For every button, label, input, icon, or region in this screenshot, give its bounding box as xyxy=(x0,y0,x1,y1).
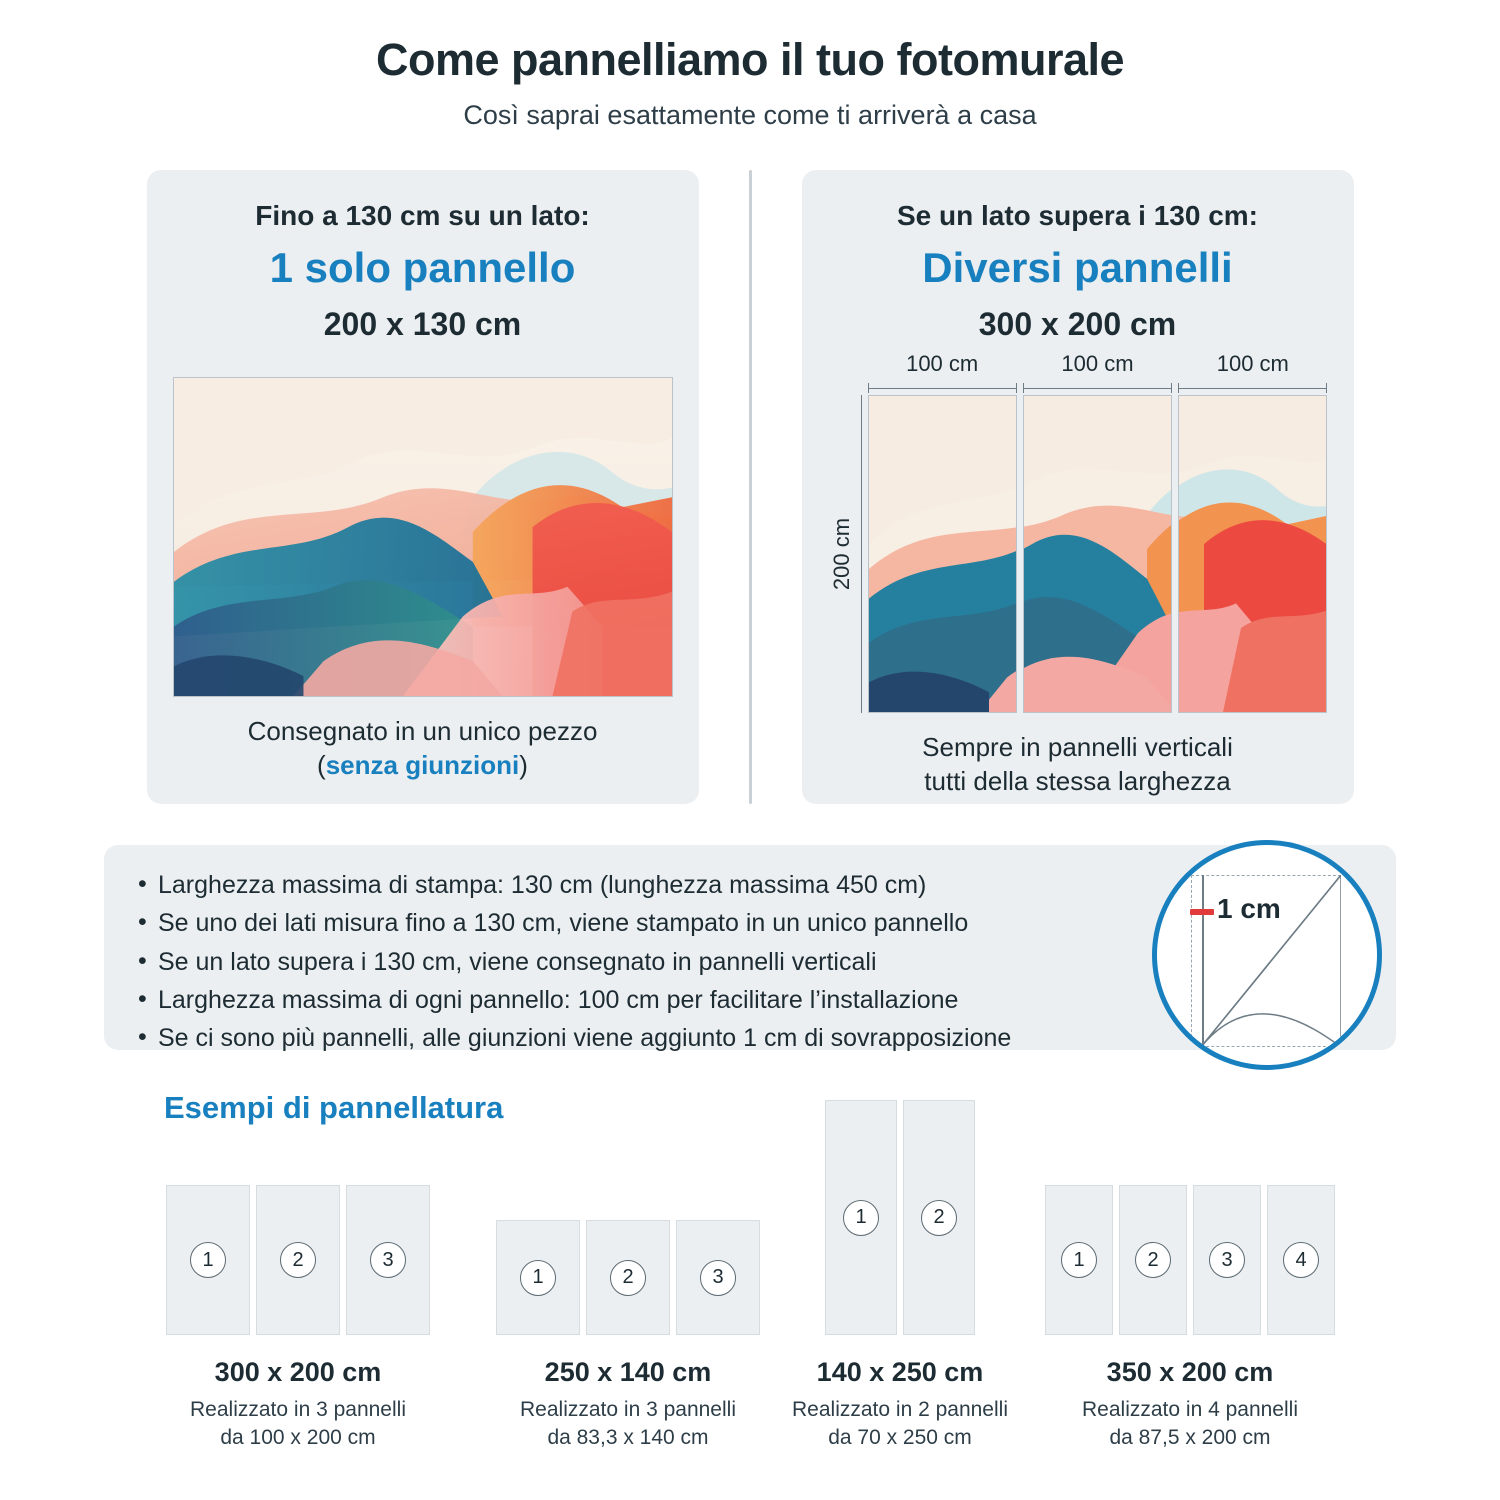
panel-number: 3 xyxy=(1209,1242,1245,1278)
card-single-caption xyxy=(173,715,673,783)
panel-number: 1 xyxy=(190,1242,226,1278)
card-multi-caption-line1: Sempre in pannelli verticali xyxy=(922,732,1233,762)
list-item: • Larghezza massima di ogni pannello: 100 cm per facilitare l’installazione xyxy=(134,984,1366,1017)
page-title: Come pannelliamo il tuo fotomurale xyxy=(375,34,1125,85)
vertical-divider xyxy=(749,170,752,804)
panel-width-text-1: 100 cm xyxy=(906,351,979,376)
card-multi-headline: Diversi pannelli xyxy=(922,244,1233,291)
example-1-note xyxy=(164,1396,432,1453)
artwork-multi-panel-group xyxy=(828,351,1328,713)
example-4-dimensions: 350 x 200 cm xyxy=(1106,1357,1274,1387)
overlap-edge-line xyxy=(1202,875,1204,1047)
panel-strip-2 xyxy=(1023,395,1172,713)
panel-number: 1 xyxy=(1061,1242,1097,1278)
list-item: • Se ci sono più pannelli, alle giunzioni viene aggiunto 1 cm di sovrapposizione xyxy=(134,1022,1366,1055)
panel-box xyxy=(496,1220,580,1335)
card-multi-caption xyxy=(828,731,1328,799)
panel-number: 2 xyxy=(280,1242,316,1278)
panel-strips xyxy=(868,395,1328,713)
example-1-note-line1: Realizzato in 3 pannelli xyxy=(190,1398,406,1421)
example-1-panels xyxy=(164,1185,432,1335)
card-multi-dimensions: 300 x 200 cm xyxy=(978,306,1177,342)
comparison-row xyxy=(0,170,1500,810)
example-4-panels xyxy=(1040,1185,1340,1335)
example-2-note-line1: Realizzato in 3 pannelli xyxy=(520,1398,736,1421)
list-item: • Se uno dei lati misura fino a 130 cm, viene stampato in un unico pannello xyxy=(134,907,1366,940)
panel-strip-3 xyxy=(1178,395,1327,713)
example-4 xyxy=(1040,1185,1340,1453)
panel-box xyxy=(676,1220,760,1335)
example-2-note-line2: da 83,3 x 140 cm xyxy=(547,1426,709,1450)
example-1-note-line2: da 100 x 200 cm xyxy=(220,1426,376,1450)
panel-number: 3 xyxy=(370,1242,406,1278)
example-3-note-line1: Realizzato in 2 pannelli xyxy=(792,1398,1008,1421)
page-header xyxy=(0,0,1500,131)
example-2-note xyxy=(494,1396,762,1453)
panel-box xyxy=(1119,1185,1187,1335)
card-single-dimensions: 200 x 130 cm xyxy=(323,306,522,342)
example-4-note-line1: Realizzato in 4 pannelli xyxy=(1082,1398,1298,1421)
panel-box xyxy=(166,1185,250,1335)
panel-box xyxy=(1045,1185,1113,1335)
example-2 xyxy=(494,1220,762,1453)
example-1 xyxy=(164,1185,432,1453)
panel-height-text: 200 cm xyxy=(828,517,854,591)
overlap-detail-badge xyxy=(1152,840,1382,1070)
card-single-caption-highlight: senza giunzioni xyxy=(325,749,520,780)
card-multi-panel xyxy=(802,170,1354,804)
example-3 xyxy=(780,1100,1020,1453)
list-item: • Larghezza massima di stampa: 130 cm (lunghezza massima 450 cm) xyxy=(134,869,1366,902)
example-2-panels xyxy=(494,1220,762,1335)
panel-width-label-3 xyxy=(1178,351,1327,393)
panel-number: 2 xyxy=(610,1260,646,1296)
panel-box xyxy=(346,1185,430,1335)
panel-number: 2 xyxy=(921,1200,957,1236)
panel-width-text-3: 100 cm xyxy=(1216,351,1289,376)
card-multi-caption-line2: tutti della stessa larghezza xyxy=(924,765,1231,796)
caption-paren-close: ) xyxy=(519,749,528,780)
panel-number: 1 xyxy=(520,1260,556,1296)
panel-number: 2 xyxy=(1135,1242,1171,1278)
card-single-caption-line1: Consegnato in un unico pezzo xyxy=(247,716,598,746)
panel-width-text-2: 100 cm xyxy=(1061,351,1134,376)
card-single-headline: 1 solo pannello xyxy=(269,244,576,291)
panel-number: 1 xyxy=(843,1200,879,1236)
page-subtitle: Così saprai esattamente come ti arriverà a casa xyxy=(463,100,1037,130)
example-3-note xyxy=(780,1396,1020,1453)
panel-box xyxy=(256,1185,340,1335)
example-3-panels xyxy=(780,1100,1020,1335)
card-single-panel xyxy=(147,170,699,804)
panel-strip-1 xyxy=(868,395,1017,713)
example-3-dimensions: 140 x 250 cm xyxy=(816,1357,984,1387)
overlap-label: 1 cm xyxy=(1217,893,1281,924)
example-3-note-line2: da 70 x 250 cm xyxy=(828,1426,972,1450)
panel-box xyxy=(586,1220,670,1335)
card-single-subtitle: Fino a 130 cm su un lato: xyxy=(255,200,590,231)
panel-width-label-2 xyxy=(1023,351,1172,393)
example-4-note-line2: da 87,5 x 200 cm xyxy=(1109,1426,1271,1450)
card-multi-subtitle: Se un lato supera i 130 cm: xyxy=(896,200,1259,231)
panel-height-label xyxy=(828,395,866,713)
panel-box xyxy=(825,1100,897,1335)
overlap-measure-mark xyxy=(1190,909,1214,915)
list-item: • Se un lato supera i 130 cm, viene consegnato in pannelli verticali xyxy=(134,946,1366,979)
example-4-note xyxy=(1040,1396,1340,1453)
panel-box xyxy=(903,1100,975,1335)
example-2-dimensions: 250 x 140 cm xyxy=(544,1357,712,1387)
artwork-single-image xyxy=(173,377,673,697)
panel-box xyxy=(1193,1185,1261,1335)
examples-section xyxy=(0,1090,1500,1500)
panel-number: 4 xyxy=(1283,1242,1319,1278)
panel-width-label-1 xyxy=(868,351,1017,393)
panel-box xyxy=(1267,1185,1335,1335)
panel-width-labels xyxy=(868,351,1328,393)
panel-number: 3 xyxy=(700,1260,736,1296)
examples-title: Esempi di pannellatura xyxy=(164,1090,504,1125)
example-1-dimensions: 300 x 200 cm xyxy=(214,1357,382,1387)
caption-paren-open: ( xyxy=(317,749,326,780)
